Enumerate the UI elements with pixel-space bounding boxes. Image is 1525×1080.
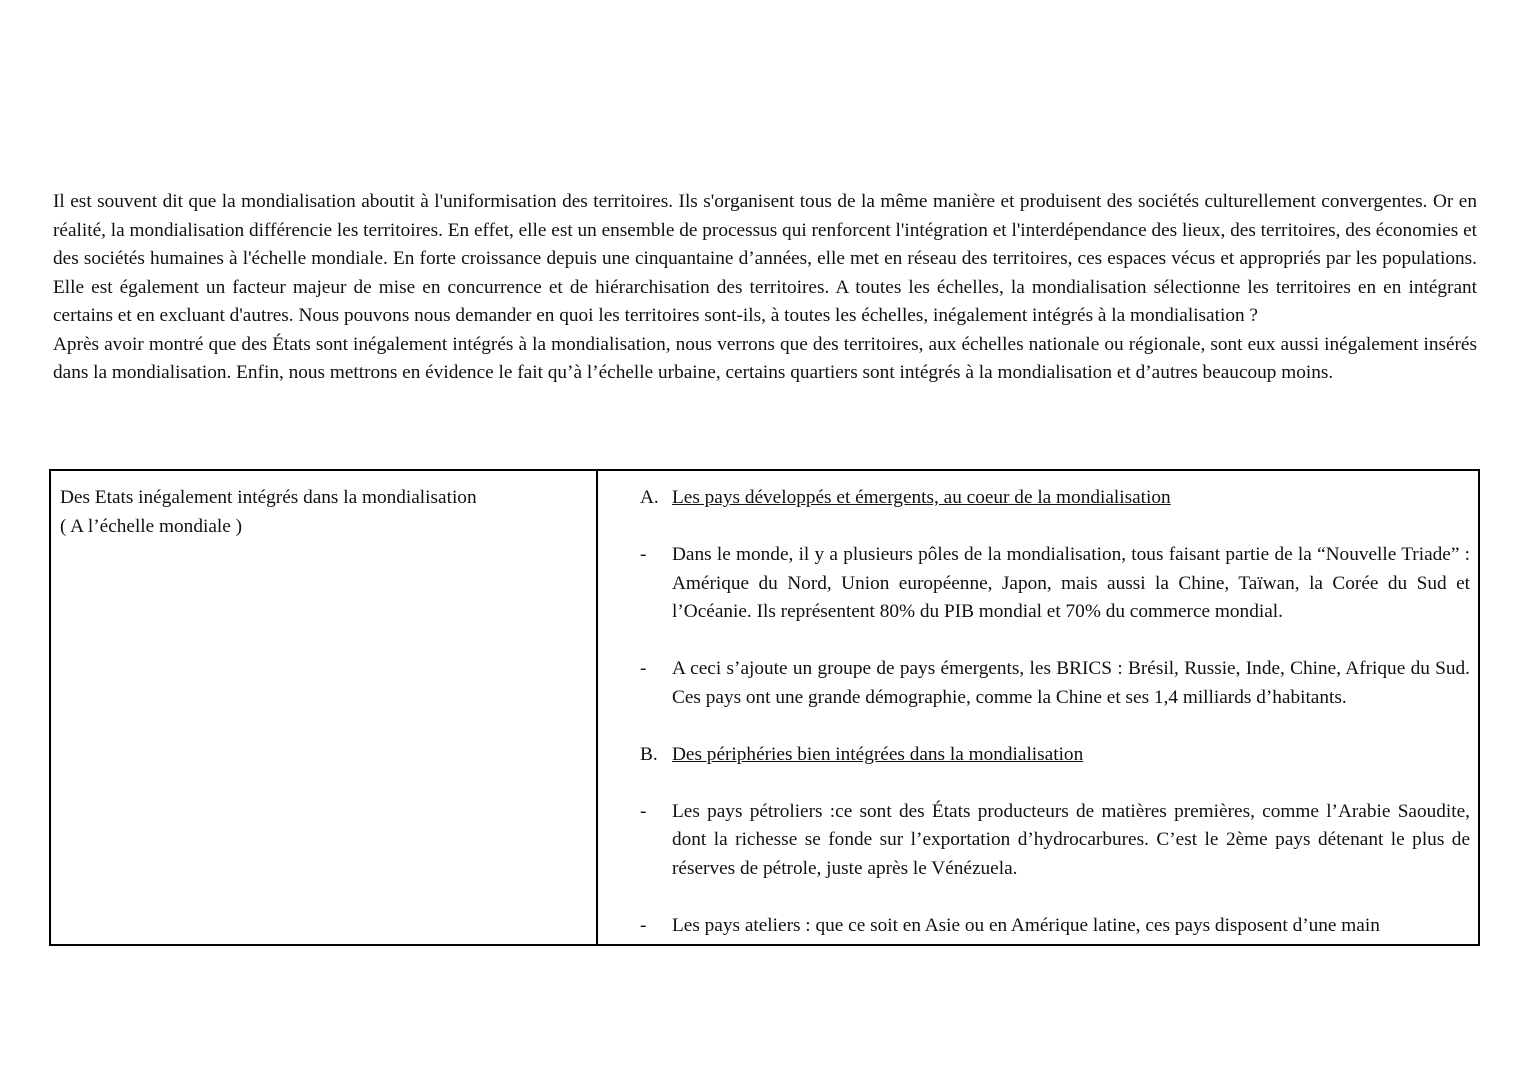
intro-paragraph-1: Il est souvent dit que la mondialisation aboutit à l'uniformisation des territoires. Ils s'organisent tous de la même manière et produisent des sociétés culturellement convergentes. Or en réalité, la mondialisation différencie les territoires. En effet, elle est un ensemble de processus qui renforcent l'intégration et l'interdépendance des lieux, des territoires, des économies et des sociétés humaines à l'échelle mondiale. En forte croissance depuis une cinquantaine d’années, elle met en réseau des territoires, ces espaces vécus et appropriés par les populations. Elle est également un facteur majeur de mise en concurrence et de hiérarchisation des territoires. A toutes les échelles, la mondialisation sélectionne les territoires en en intégrant certains et en excluant d'autres. Nous pouvons nous demander en quoi les territoires sont-ils, à toutes les échelles, inégalement intégrés à la mondialisation ? — [53, 191, 1477, 326]
bullet-dash: - — [640, 914, 647, 936]
outline-table — [49, 469, 1480, 946]
list-item — [640, 655, 1470, 712]
table-right-cell — [598, 471, 1478, 944]
section-a-heading — [640, 484, 1470, 513]
bullet-text: Dans le monde, il y a plusieurs pôles de la mondialisation, tous faisant partie de la “Nouvelle Triade” : Amérique du Nord, Union européenne, Japon, mais aussi la Chine, Taïwan, la Corée du Sud et l’Océanie. Ils représentent 80% du PIB mondial et 70% du commerce mondial. — [672, 544, 1470, 622]
bullet-text: Les pays ateliers : que ce soit en Asie ou en Amérique latine, ces pays disposent d’une main — [672, 914, 1380, 936]
bullet-dash: - — [640, 800, 647, 822]
section-a-title: Les pays développés et émergents, au coeur de la mondialisation — [672, 487, 1171, 508]
bullet-text: Les pays pétroliers :ce sont des États producteurs de matières premières, comme l’Arabie Saoudite, dont la richesse se fonde sur l’exportation d’hydrocarbures. C’est le 2ème pays détenant le plus de réserves de pétrole, juste après le Vénézuela. — [672, 800, 1470, 879]
part-title: Des Etats inégalement intégrés dans la mondialisation — [60, 487, 477, 508]
section-a-letter: A. — [640, 487, 659, 508]
section-b-letter: B. — [640, 743, 658, 765]
table-left-cell — [51, 471, 598, 944]
list-item — [640, 798, 1470, 884]
section-b-title: Des périphéries bien intégrées dans la mondialisation — [672, 743, 1084, 765]
list-item — [640, 541, 1470, 627]
bullet-dash: - — [640, 544, 647, 565]
intro-paragraph-2: Après avoir montré que des États sont inégalement intégrés à la mondialisation, nous verrons que des territoires, aux échelles nationale ou régionale, sont eux aussi inégalement insérés dans la mondialisation. Enfin, nous mettrons en évidence le fait qu’à l’échelle urbaine, certains quartiers sont intégrés à la mondialisation et d’autres beaucoup moins. — [53, 333, 1477, 383]
bullet-dash: - — [640, 658, 647, 679]
section-b-heading — [640, 741, 1470, 770]
list-item — [640, 912, 1470, 941]
introduction — [53, 188, 1477, 388]
part-subtitle: ( A l’échelle mondiale ) — [60, 515, 243, 537]
bullet-text: A ceci s’ajoute un groupe de pays émergents, les BRICS : Brésil, Russie, Inde, Chine, Afrique du Sud. Ces pays ont une grande démographie, comme la Chine et ses 1,4 milliards d’habitants. — [672, 658, 1470, 708]
